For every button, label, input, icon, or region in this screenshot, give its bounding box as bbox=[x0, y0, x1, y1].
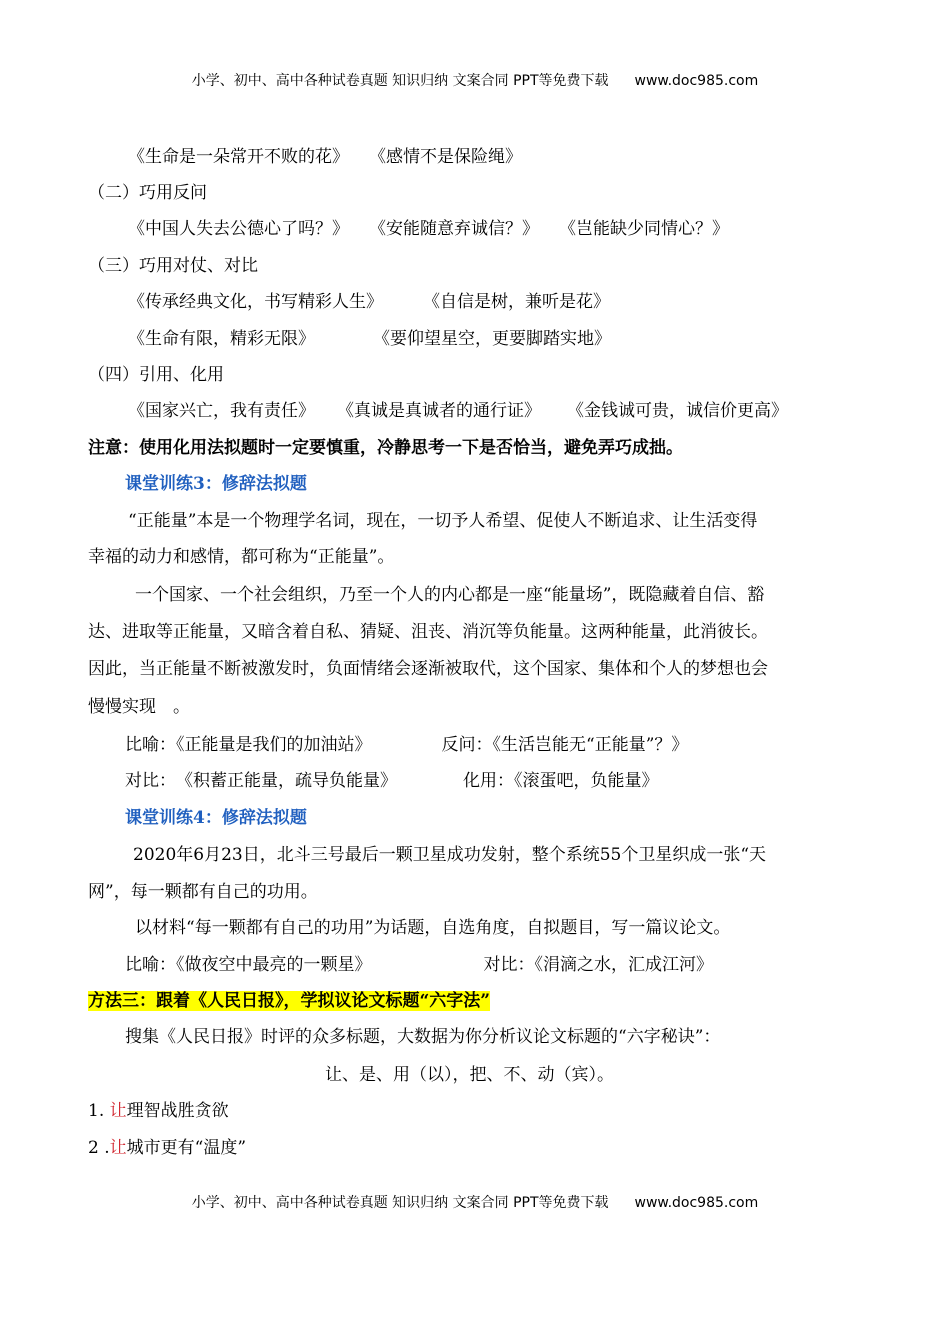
list-text: 城市更有“温度” bbox=[126, 1138, 247, 1158]
example-adaptation: 化用：《滚蛋吧，负能量》 bbox=[463, 771, 659, 791]
list-keyword: 让 bbox=[109, 1101, 127, 1121]
title-example: 《要仰望星空，更要脚踏实地》 bbox=[373, 329, 611, 349]
section-heading-3: （三）巧用对仗、对比 bbox=[88, 256, 258, 276]
title-example: 《生命有限，精彩无限》 bbox=[128, 329, 315, 349]
example-line-3 bbox=[125, 954, 713, 976]
title-example: 《岂能缺少同情心？》 bbox=[559, 219, 729, 239]
paragraph-line: “正能量”本是一个物理学名词，现在，一切予人希望、促使人不断追求、让生活变得 bbox=[128, 511, 758, 531]
example-line-2 bbox=[125, 770, 659, 792]
paragraph-line: 一个国家、一个社会组织，乃至一个人的内心都是一座“能量场”，既隐藏着自信、豁 bbox=[135, 585, 765, 605]
list-keyword: 让 bbox=[109, 1138, 127, 1158]
training-heading-3: 课堂训练3：修辞法拟题 bbox=[125, 474, 307, 494]
title-example: 《金钱诚可贵，诚信价更高》 bbox=[567, 401, 788, 421]
title-example: 《中国人失去公德心了吗？》 bbox=[128, 219, 349, 239]
example-rhetorical: 反问：《生活岂能无“正能量”？》 bbox=[441, 735, 689, 755]
paragraph-line: 网”，每一颗都有自己的功用。 bbox=[88, 882, 318, 902]
section-heading-4: （四）引用、化用 bbox=[88, 365, 224, 385]
title-line-3 bbox=[128, 291, 610, 313]
footer-text: 小学、初中、高中各种试卷真题 知识归纳 文案合同 PPT等免费下载 bbox=[191, 1195, 609, 1211]
paragraph-line: 幸福的动力和感情，都可称为“正能量”。 bbox=[88, 547, 395, 567]
training-heading-4: 课堂训练4：修辞法拟题 bbox=[125, 808, 307, 828]
header-url[interactable]: www.doc985.com bbox=[634, 73, 759, 89]
example-contrast: 对比：《涓滴之水，汇成江河》 bbox=[483, 955, 713, 975]
page-header bbox=[0, 70, 950, 90]
list-number: 2 . bbox=[88, 1138, 110, 1158]
title-line-5 bbox=[128, 400, 788, 422]
header-text: 小学、初中、高中各种试卷真题 知识归纳 文案合同 PPT等免费下载 bbox=[191, 73, 609, 89]
title-line-1 bbox=[128, 146, 522, 168]
paragraph-line: 以材料“每一颗都有自己的功用”为话题，自选角度，自拟题目，写一篇议论文。 bbox=[135, 918, 731, 938]
paragraph-line: 搜集《人民日报》时评的众多标题，大数据为你分析议论文标题的“六字秘诀”： bbox=[125, 1027, 721, 1047]
paragraph-line: 达、进取等正能量，又暗含着自私、猜疑、沮丧、消沉等负能量。这两种能量，此消彼长。 bbox=[88, 622, 768, 642]
example-contrast: 对比： 《积蓄正能量，疏导负能量》 bbox=[125, 771, 397, 791]
title-example: 《生命是一朵常开不败的花》 bbox=[128, 147, 349, 167]
title-example: 《自信是树，兼听是花》 bbox=[423, 292, 610, 312]
list-item bbox=[88, 1100, 229, 1122]
title-example: 《安能随意弃诚信？》 bbox=[369, 219, 539, 239]
title-line-2 bbox=[128, 218, 729, 240]
list-text: 理智战胜贪欲 bbox=[126, 1101, 229, 1121]
title-example: 《真诚是真诚者的通行证》 bbox=[337, 401, 541, 421]
title-example: 《国家兴亡，我有责任》 bbox=[128, 401, 315, 421]
paragraph-line: 慢慢实现 。 bbox=[88, 697, 190, 717]
example-line-1 bbox=[125, 734, 688, 756]
method-heading-3 bbox=[88, 990, 490, 1012]
title-example: 《感情不是保险绳》 bbox=[369, 147, 522, 167]
title-example: 《传承经典文化，书写精彩人生》 bbox=[128, 292, 383, 312]
title-line-4 bbox=[128, 328, 611, 350]
example-metaphor: 比喻：《正能量是我们的加油站》 bbox=[125, 735, 372, 755]
paragraph-line: 2020年6月23日，北斗三号最后一颗卫星成功发射，整个系统55个卫星织成一张“天 bbox=[133, 845, 767, 865]
highlighted-heading: 方法三：跟着《人民日报》，学拟议论文标题“六字法” bbox=[88, 991, 491, 1011]
paragraph-line: 因此，当正能量不断被激发时，负面情绪会逐渐被取代，这个国家、集体和个人的梦想也会 bbox=[88, 659, 768, 679]
list-item bbox=[88, 1137, 246, 1159]
section-heading-2: （二）巧用反问 bbox=[88, 183, 207, 203]
footer-url[interactable]: www.doc985.com bbox=[634, 1195, 759, 1211]
page-footer bbox=[0, 1192, 950, 1212]
six-character-formula: 让、是、用（以），把、不、动（宾）。 bbox=[325, 1065, 614, 1085]
list-number: 1. bbox=[88, 1101, 110, 1121]
note-warning: 注意：使用化用法拟题时一定要慎重，冷静思考一下是否恰当，避免弄巧成拙。 bbox=[88, 438, 683, 458]
example-metaphor: 比喻：《做夜空中最亮的一颗星》 bbox=[125, 955, 372, 975]
